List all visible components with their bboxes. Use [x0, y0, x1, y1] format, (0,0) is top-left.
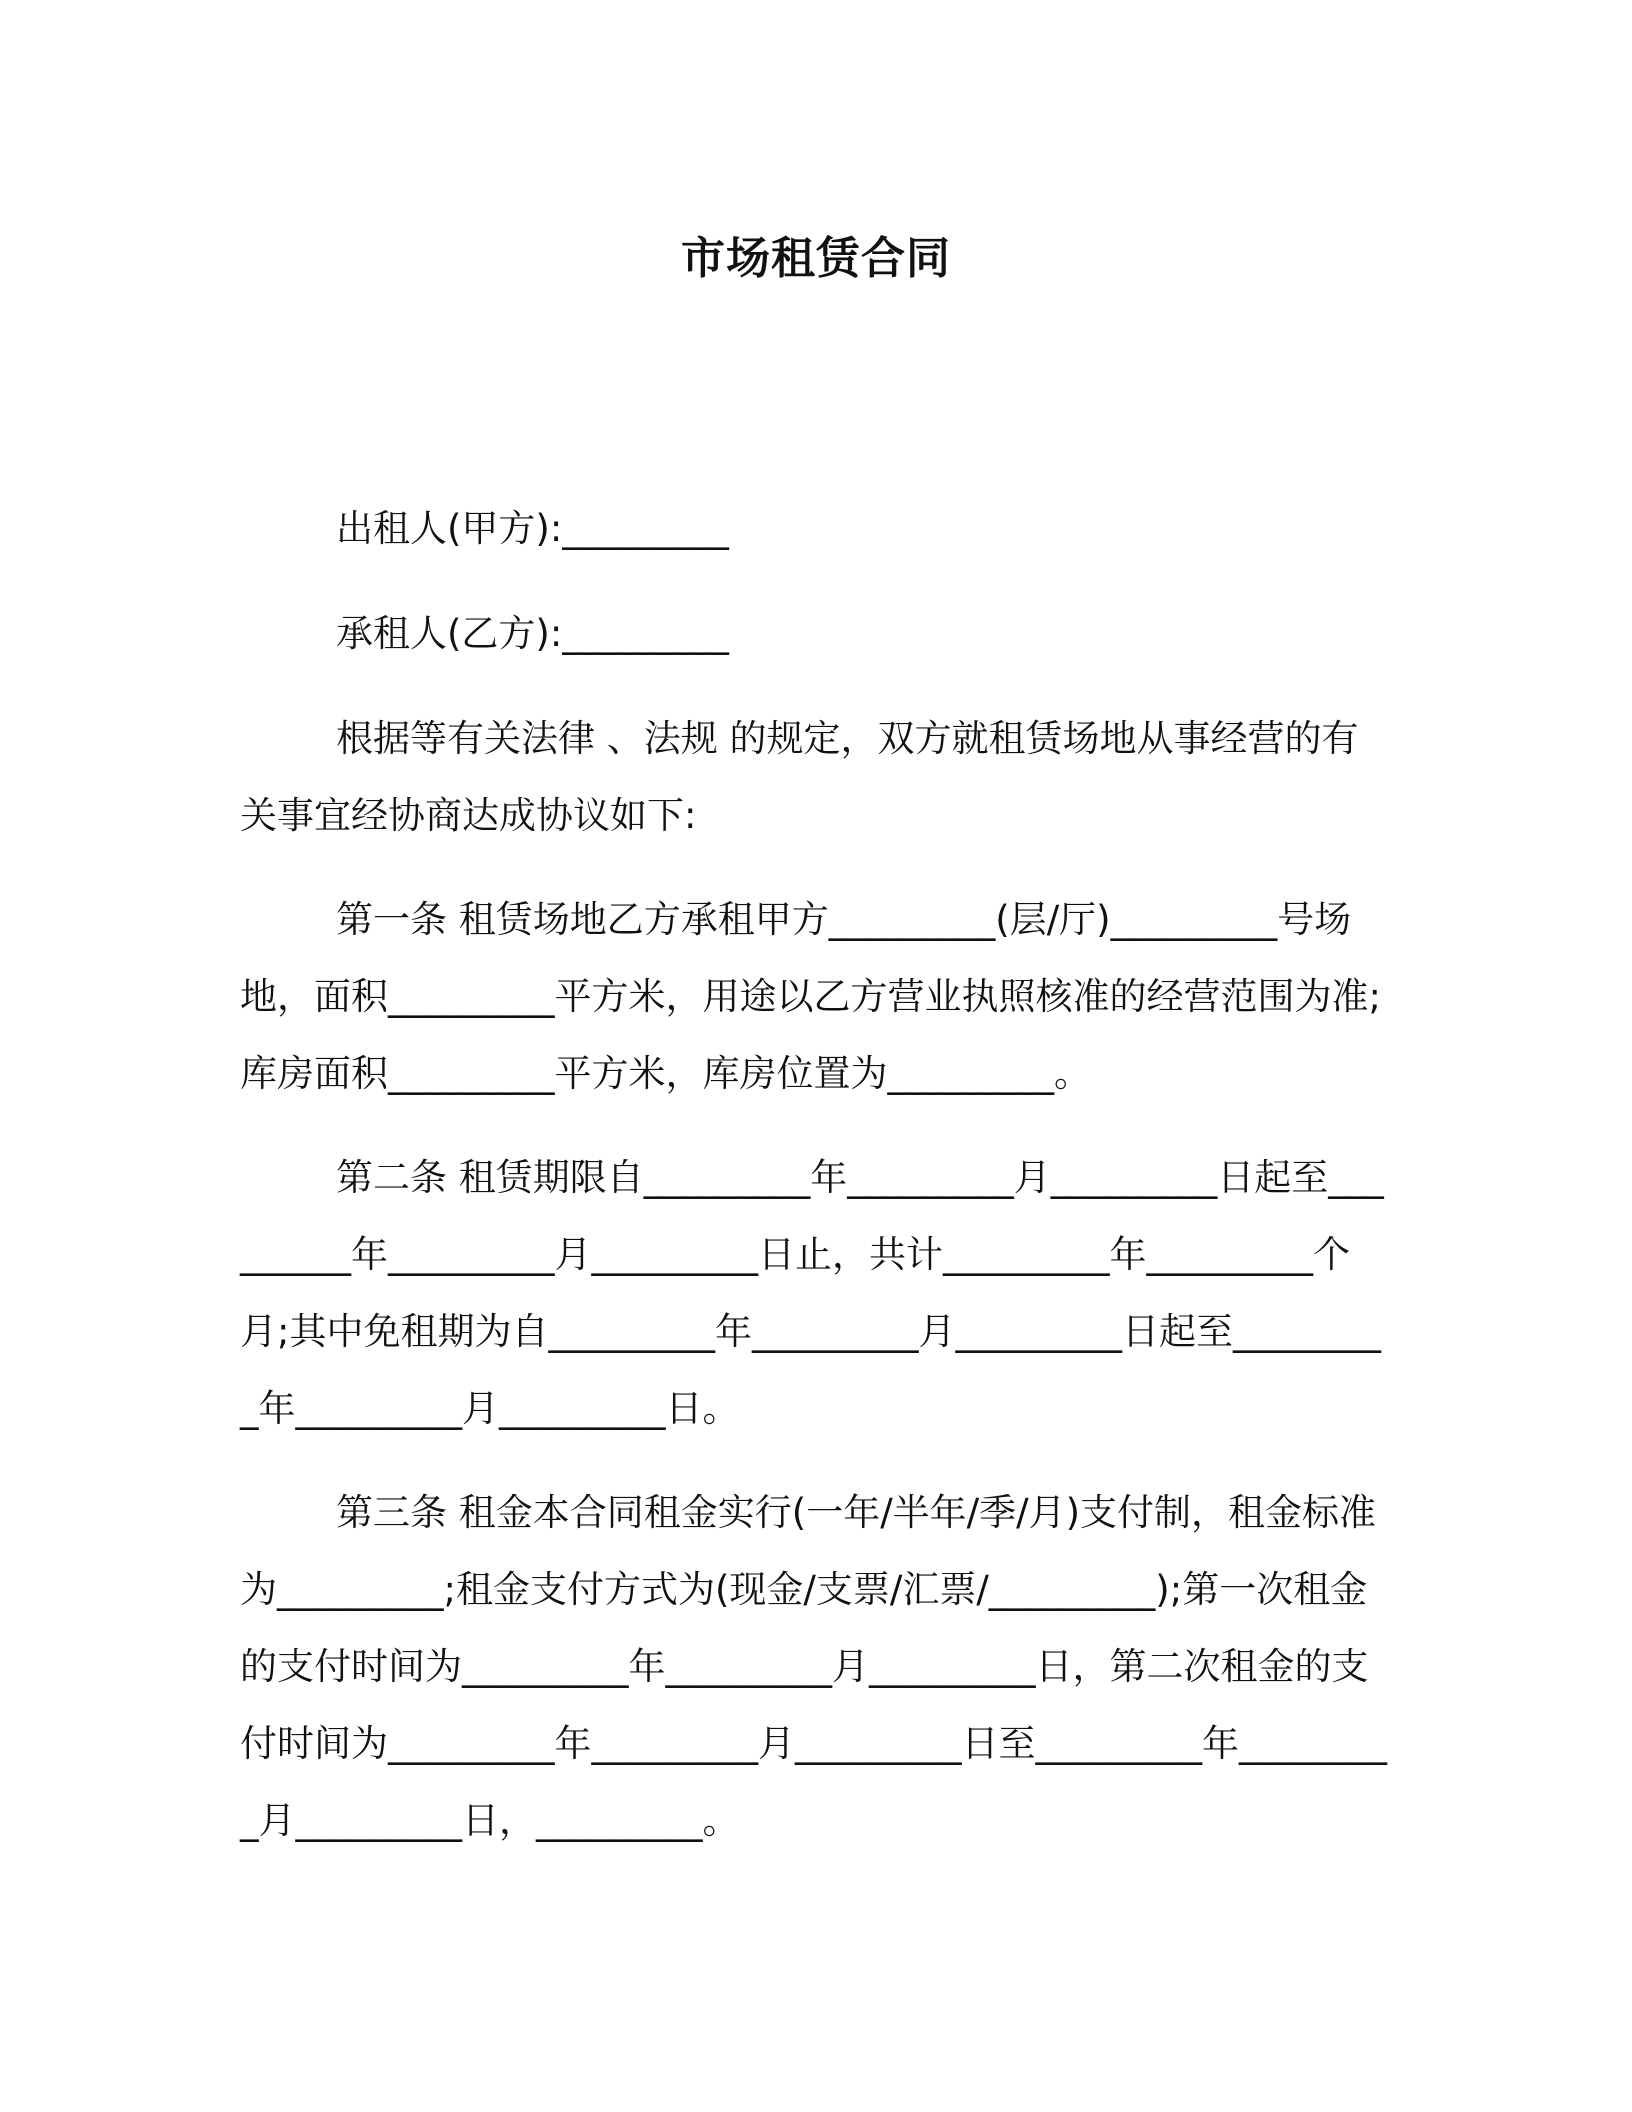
- document-title: 市场租赁合同: [681, 233, 951, 284]
- lessor-line: 出租人(甲方):_________: [336, 507, 729, 550]
- article-1-paragraph: 第一条 租赁场地乙方承租甲方_________(层/厅)_________号场地，面积_________平方米，用途以乙方营业执照核准的经营范围为准;库房面积_________平方米，库房位置为_________。: [240, 898, 1381, 1095]
- article-3-paragraph: 第三条 租金本合同租金实行(一年/半年/季/月)支付制，租金标准为_________;租金支付方式为(现金/支票/汇票/_________);第一次租金的支付时间为_________年_________月_________日，第二次租金的支付时间为_________年_________月_________日至_________年_________月_________日，_________。: [240, 1491, 1387, 1842]
- document-body: [240, 490, 1390, 1886]
- preamble-paragraph: 根据等有关法律 、法规 的规定，双方就租赁场地从事经营的有关事宜经协商达成协议如下:: [240, 717, 1359, 837]
- article-2-paragraph: 第二条 租赁期限自_________年_________月_________日起至_________年_________月_________日止，共计_________年_________个月;其中免租期为自_________年_________月_________日起至_________年_________月_________日。: [240, 1156, 1384, 1430]
- lessee-line: 承租人(乙方):_________: [336, 612, 729, 655]
